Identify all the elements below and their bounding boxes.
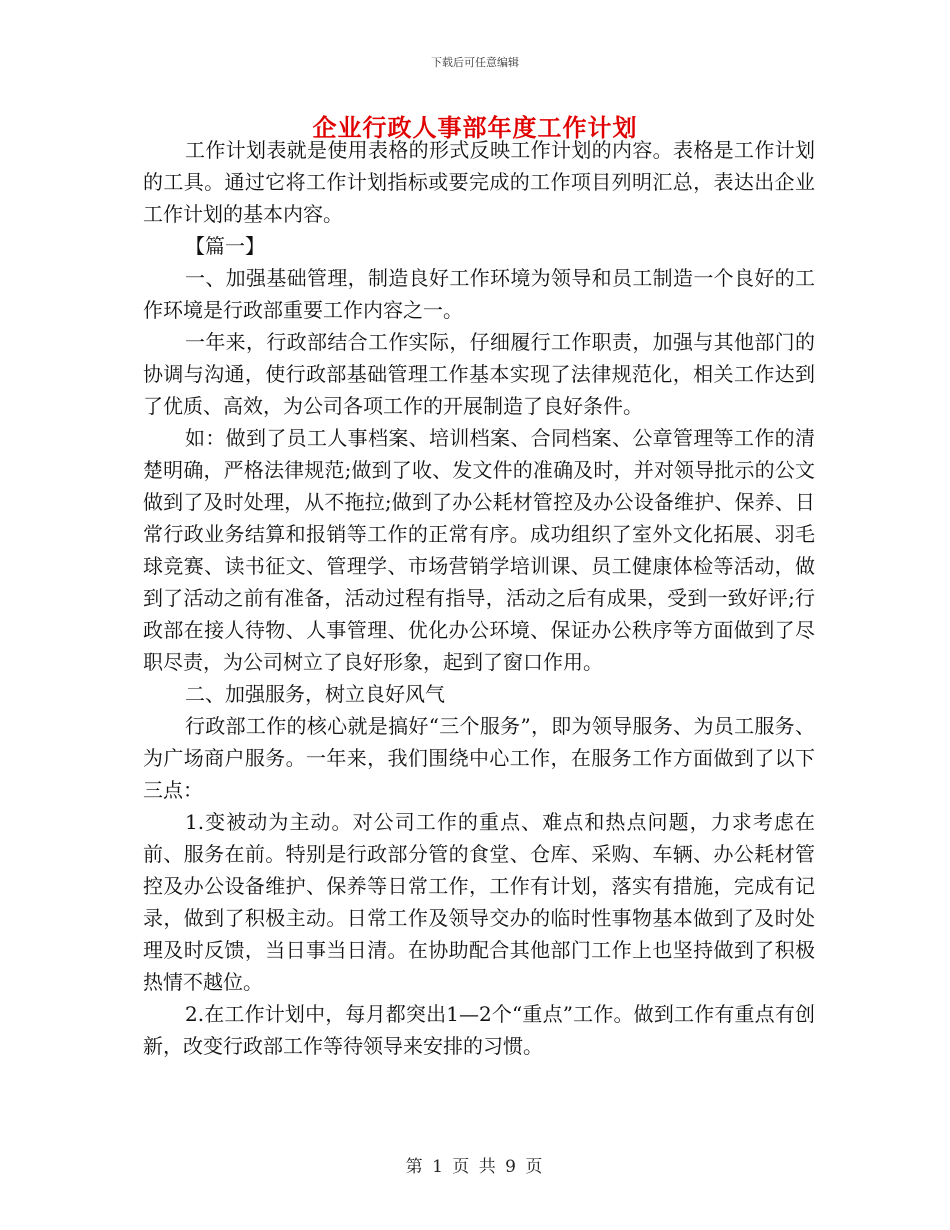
document-body [143, 134, 815, 1062]
paragraph-body: 如：做到了员工人事档案、培训档案、合同档案、公章管理等工作的清楚明确，严格法律规范;做到了收、发文件的准确及时，并对领导批示的公文做到了及时处理，从不拖拉;做到了办公耗材管控及办公设备维护、保养、日常行政业务结算和报销等工作的正常有序。成功组织了室外文化拓展、羽毛球竞赛、读书征文、管理学、市场营销学培训课、员工健康体检等活动，做到了活动之前有准备，活动过程有指导，活动之后有成果，受到一致好评;行政部在接人待物、人事管理、优化办公环境、保证办公秩序等方面做到了尽职尽责，为公司树立了良好形象，起到了窗口作用。 [143, 426, 815, 674]
page-footer: 第 1 页 共 9 页 [405, 1157, 545, 1177]
paragraph-list-item-2: 2.在工作计划中，每月都突出1—2个“重点”工作。做到工作有重点有创新，改变行政部工作等待领导来安排的习惯。 [143, 1002, 815, 1058]
paragraph-heading-1: 一、加强基础管理，制造良好工作环境为领导和员工制造一个良好的工作环境是行政部重要工作内容之一。 [143, 266, 815, 322]
section-label-part-one: 【篇一】 [185, 234, 265, 258]
paragraph-list-item-1: 1.变被动为主动。对公司工作的重点、难点和热点问题，力求考虑在前、服务在前。特别是行政部分管的食堂、仓库、采购、车辆、办公耗材管控及办公设备维护、保养等日常工作，工作有计划，落实有措施，完成有记录，做到了积极主动。日常工作及领导交办的临时性事物基本做到了及时处理及时反馈，当日事当日清。在协助配合其他部门工作上也坚持做到了积极热情不越位。 [143, 810, 815, 994]
paragraph-heading-2: 二、加强服务，树立良好风气 [185, 682, 445, 706]
paragraph-body: 行政部工作的核心就是搞好“三个服务”，即为领导服务、为员工服务、为广场商户服务。一年来，我们围绕中心工作，在服务工作方面做到了以下三点： [143, 714, 815, 802]
header-note: 下载后可任意编辑 [431, 56, 519, 69]
paragraph-intro: 工作计划表就是使用表格的形式反映工作计划的内容。表格是工作计划的工具。通过它将工作计划指标或要完成的工作项目列明汇总，表达出企业工作计划的基本内容。 [143, 138, 815, 226]
paragraph-body: 一年来，行政部结合工作实际，仔细履行工作职责，加强与其他部门的协调与沟通，使行政部基础管理工作基本实现了法律规范化，相关工作达到了优质、高效，为公司各项工作的开展制造了良好条件。 [143, 330, 815, 418]
document-title: 企业行政人事部年度工作计划 [312, 113, 638, 142]
